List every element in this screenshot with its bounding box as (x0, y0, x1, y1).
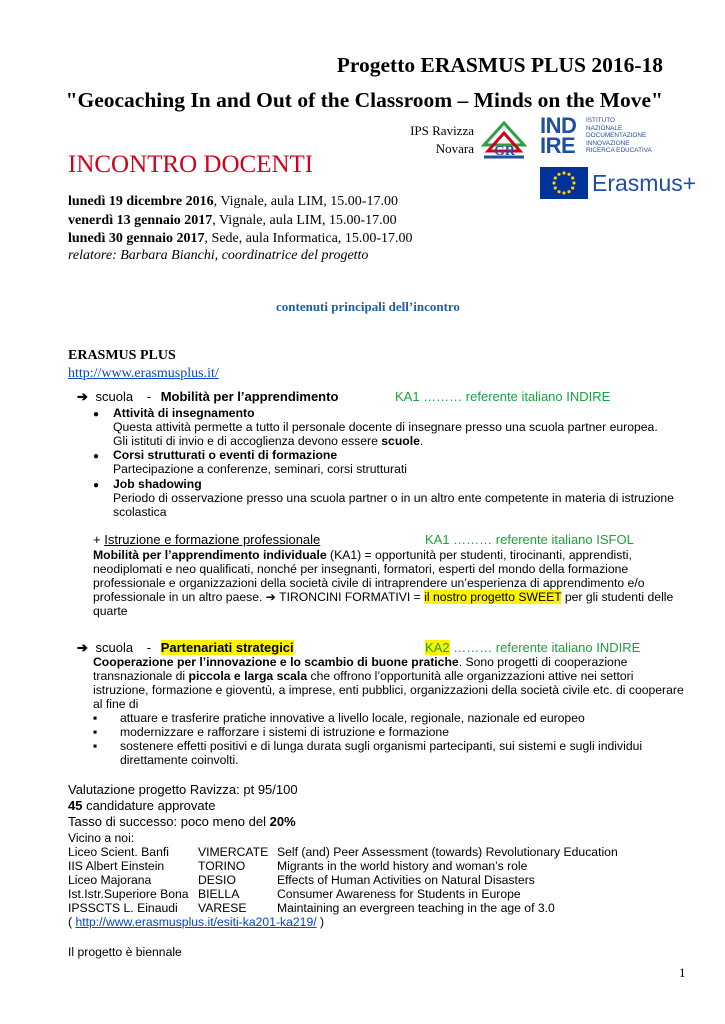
ka2-bullet: direttamente coinvolti. (120, 753, 239, 767)
session-2: venerdì 13 gennaio 2017, Vignale, aula LIM, 15.00-17.00 (68, 213, 397, 228)
school-row-project: Self (and) Peer Assessment (towards) Revolutionary Education (277, 845, 618, 859)
indire-line: RICERCA EDUCATIVA (586, 147, 652, 155)
ka2-referent: KA2 ……… referente italiano INDIRE (425, 640, 641, 655)
square-bullet-icon: ▪ (93, 739, 98, 753)
item-text: scolastica (113, 505, 167, 519)
ka2-bullet: modernizzare e rafforzare i sistemi di istruzione e formazione (120, 725, 449, 739)
school-row-city: VIMERCATE (198, 845, 269, 859)
item-text: Gli istituti di invio e di accoglienza devono essere scuole. (113, 434, 424, 448)
ka1-vet-text: neodiplomati e neo qualificati, nonché per insegnanti, formatori, esperti del mondo della formazione (93, 562, 629, 576)
meeting-title: INCONTRO DOCENTI (68, 151, 314, 178)
ka2-text: Cooperazione per l’innovazione e lo scambio di buone pratiche. Sono progetti di cooperazione (93, 655, 628, 669)
ka1-vet-text: professionale e organizzazioni della società civile di intraprendere un’esperienza di apprendimento e/o (93, 576, 645, 590)
item-title: Corsi strutturati o eventi di formazione (113, 448, 338, 462)
item-title: Attività di insegnamento (113, 406, 255, 420)
school-row-name: IIS Albert Einstein (68, 859, 165, 873)
approved-count: 45 candidature approvate (68, 798, 216, 813)
ka1-school-referent: KA1 ……… referente italiano INDIRE (395, 389, 611, 404)
evaluation-score: Valutazione progetto Ravizza: pt 95/100 (68, 782, 298, 797)
project-subtitle: "Geocaching In and Out of the Classroom – Minds on the Move" (65, 88, 663, 112)
indire-line: ISTITUTO (586, 117, 615, 124)
school-row-project: Migrants in the world history and woman’s role (277, 859, 528, 873)
ka2-text: istruzione, formazione e gioventù, a imprese, enti pubblici, organizzazioni della società civile etc. di cooperare (93, 683, 684, 697)
indire-line: NAZIONALE (586, 124, 623, 132)
ka2-bullet: sostenere effetti positivi e di lunga durata sugli organismi partecipanti, sui sistemi e sugli individui (120, 739, 643, 753)
ka1-school-line: ➔ scuola - Mobilità per l’apprendimento (77, 389, 339, 404)
erasmus-logo-text: Erasmus+ (592, 170, 697, 196)
session-3: lunedì 30 gennaio 2017, Sede, aula Informatica, 15.00-17.00 (68, 231, 413, 246)
indire-line: INNOVAZIONE (586, 139, 630, 147)
results-link[interactable]: http://www.erasmusplus.it/esiti-ka201-ka219/ (75, 915, 317, 929)
school-row-city: BIELLA (198, 887, 240, 901)
school-row-city: DESIO (198, 873, 236, 887)
school-row-project: Consumer Awareness for Students in Europe (277, 887, 521, 901)
results-line: ( http://www.erasmusplus.it/esiti-ka201-ka219/ ) (68, 915, 325, 929)
ka2-bullet: attuare e trasferire pratiche innovative a livello locale, regionale, nazionale ed europeo (120, 711, 585, 725)
eu-flag-icon (540, 167, 588, 199)
near-label: Vicino a noi: (68, 831, 135, 845)
biennial-note: Il progetto è biennale (68, 945, 182, 959)
school-logo-text: GR (494, 144, 515, 159)
school-city: Novara (435, 141, 474, 156)
ka1-vet-text: professionale in un altro paese. ➔ TIRONCINI FORMATIVI = il nostro progetto SWEET per gli studenti delle (93, 590, 674, 604)
bullet-icon: ● (93, 409, 100, 420)
ka2-text: transnazionale di piccola e larga scala che offrono l’opportunità alle organizzazioni attive nei settori (93, 669, 634, 683)
indire-line: DOCUMENTAZIONE (586, 132, 647, 140)
school-row-name: Ist.Istr.Superiore Bona (68, 887, 189, 901)
page-number: 1 (679, 965, 686, 980)
square-bullet-icon: ▪ (93, 711, 98, 725)
contents-heading: contenuti principali dell’incontro (276, 299, 460, 314)
indire-logo (540, 113, 670, 159)
arrow-right-icon: ➔ (77, 640, 88, 655)
item-title: Job shadowing (113, 477, 202, 491)
erasmus-heading: ERASMUS PLUS (68, 348, 176, 363)
ka1-vet-text: quarte (93, 604, 128, 618)
ka1-vet-line: + Istruzione e formazione professionale (93, 532, 321, 547)
item-text: Partecipazione a conferenze, seminari, corsi strutturati (113, 462, 407, 476)
item-text: Periodo di osservazione presso una scuola partner o in un altro ente competente in materia di istruzione (113, 491, 674, 505)
school-row-name: Liceo Majorana (68, 873, 152, 887)
school-row-project: Effects of Human Activities on Natural Disasters (277, 873, 535, 887)
school-row-name: IPSSCTS L. Einaudi (68, 901, 178, 915)
ka1-vet-text: Mobilità per l’apprendimento individuale (KA1) = opportunità per studenti, tirocinanti, apprendisti, (93, 548, 632, 562)
ka1-vet-referent: KA1 ……… referente italiano ISFOL (425, 532, 634, 547)
bullet-icon: ● (93, 451, 100, 462)
indire-logo-bottom: IRE (540, 133, 576, 158)
square-bullet-icon: ▪ (93, 725, 98, 739)
school-row-city: VARESE (198, 901, 247, 915)
speaker: relatore: Barbara Bianchi, coordinatrice del progetto (68, 248, 369, 263)
bullet-icon: ● (93, 480, 100, 491)
arrow-right-icon: ➔ (265, 590, 276, 604)
indire-logo-top: IND (540, 113, 577, 138)
erasmus-link[interactable]: http://www.erasmusplus.it/ (68, 366, 219, 381)
school-row-name: Liceo Scient. Banfi (68, 845, 169, 859)
item-text: Questa attività permette a tutto il personale docente di insegnare presso una scuola partner europea. (113, 420, 658, 434)
school-row-project: Maintaining an evergreen teaching in the age of 3.0 (277, 901, 555, 915)
arrow-right-icon: ➔ (77, 389, 88, 404)
ka2-text: al fine di (93, 697, 139, 711)
session-1: lunedì 19 dicembre 2016, Vignale, aula LIM, 15.00-17.00 (68, 194, 398, 209)
sweet-highlight: il nostro progetto SWEET (424, 590, 562, 604)
school-row-city: TORINO (198, 859, 246, 873)
project-title: Progetto ERASMUS PLUS 2016-18 (336, 53, 663, 77)
success-rate: Tasso di successo: poco meno del 20% (68, 814, 296, 829)
school-logo (480, 117, 528, 163)
school-name: IPS Ravizza (410, 123, 474, 138)
ka2-line: ➔ scuola - Partenariati strategici (77, 640, 294, 655)
